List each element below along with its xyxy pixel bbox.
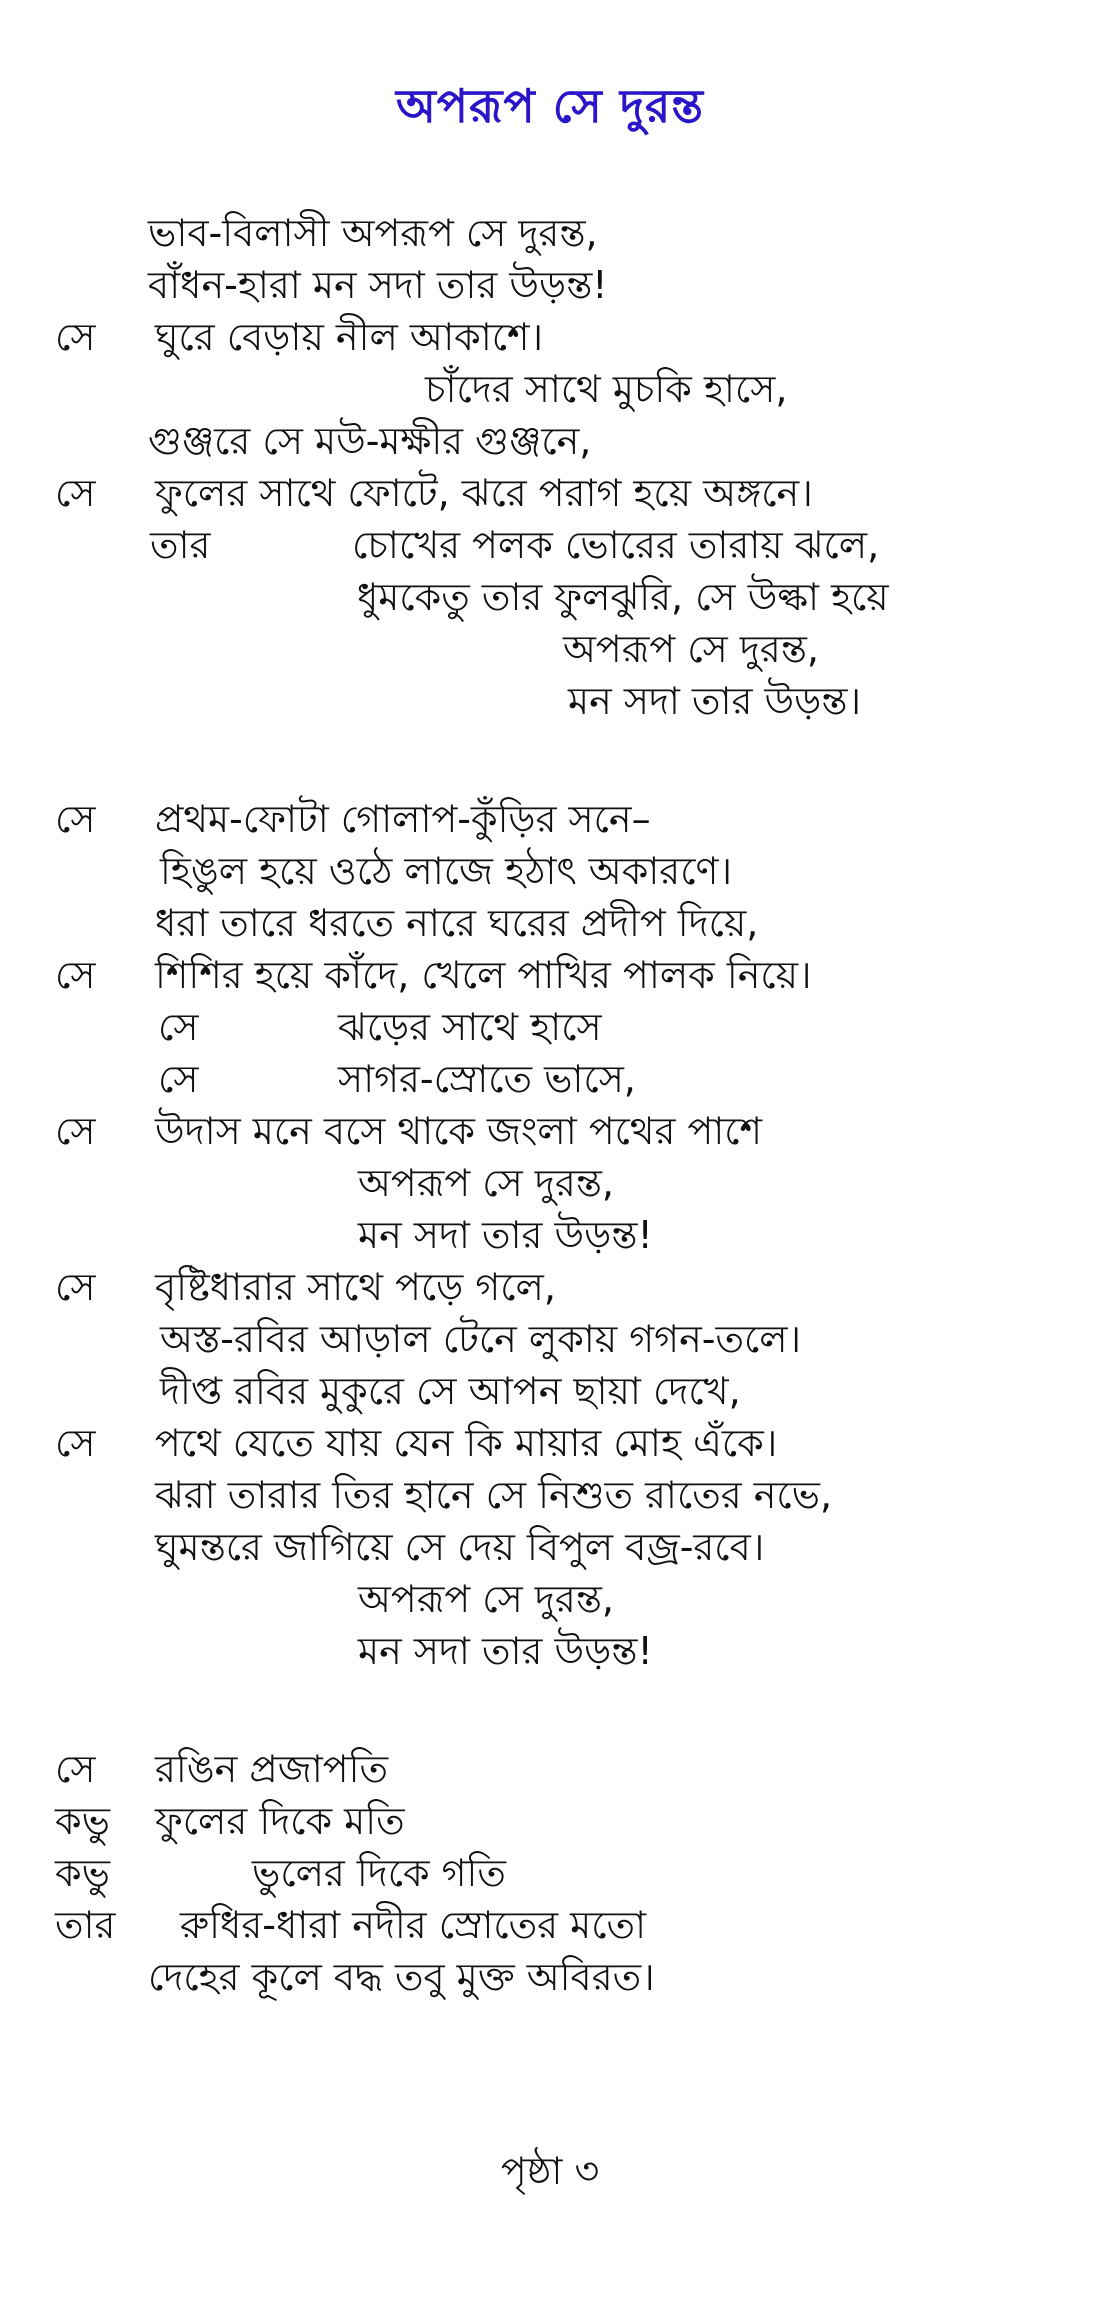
poem-page: অপরূপ সে দুরন্ত ভাব-বিলাসী অপরূপ সে দুরন্ত, বাঁধন-হারা মন সদা তার উড়ন্ত! সে ঘুরে বেড়ায় নীল আকাশে। চাঁদের সাথে মুচকি হাসে, গুঞ্জরে সে মউ-মক্ষীর গুঞ্জনে, সে ফুলের সাথে ফোটে, ঝরে পরাগ হয়ে অঙ্গনে। তার চোখের পলক ভোরের তারায় ঝলে, ধুমকেতু তার ফুলঝুরি, সে উল্কা হয়ে অপরূপ সে দুরন্ত, মন সদা তার উড়ন্ত। সে প্রথম-ফোটা গোলাপ-কুঁড়ির সনে– হিঙুল হয়ে ওঠে লাজে হঠাৎ অকারণে। ধরা তারে ধরতে নারে ঘরের প্রদীপ দিয়ে, সে শিশির হয়ে কাঁদে, খেলে পাখির পালক নিয়ে। সে ঝড়ের সাথে হাসে সে সাগর-স্রোতে ভাসে, সে উদাস মনে বসে থাকে জংলা পথের পাশে অপরূপ সে দুরন্ত, মন সদা তার উড়ন্ত! সে বৃষ্টিধারার সাথে পড়ে গলে, অস্ত-রবির আড়াল টেনে লুকায় গগন-তলে। দীপ্ত রবির মুকুরে সে আপন ছায়া দেখে, সে পথে যেতে যায় যেন কি মায়ার মোহ এঁকে। ঝরা তারার তির হানে সে নিশুত রাতের নভে, ঘুমন্তরে জাগিয়ে সে দেয় বিপুল বজ্র-রবে। অপরূপ সে দুরন্ত, মন সদা তার উড়ন্ত! সে রঙিন প্রজাপতি কভু ফুলের দিকে মতি কভু ভুলের দিকে গতি তার রুধির-ধারা নদীর স্রোতের মতো দেহের কূলে বদ্ধ তবু মুক্ত অবিরত। পৃষ্ঠা ৩ [0,0,1100,2300]
poem-line: মন সদা তার উড়ন্ত! [358,1213,653,1257]
poem-line: গুঞ্জরে সে মউ-মক্ষীর গুঞ্জনে, [148,419,592,463]
poem-line: ঝরা তারার তির হানে সে নিশুত রাতের নভে, [155,1473,833,1517]
poem-line: হিঙুল হয়ে ওঠে লাজে হঠাৎ অকারণে। [160,849,733,893]
poem-line: অস্ত-রবির আড়াল টেনে লুকায় গগন-তলে। [160,1317,802,1361]
poem-line: চাঁদের সাথে মুচকি হাসে, [425,367,788,411]
line-lead: সে [55,1747,96,1791]
poem-line: ঝড়ের সাথে হাসে [338,1005,602,1049]
line-lead: সে [55,797,96,841]
poem-line: দেহের কূলে বদ্ধ তবু মুক্ত অবিরত। [148,1955,655,1999]
poem-line: অপরূপ সে দুরন্ত, [358,1577,614,1621]
line-lead: কভু [55,1851,110,1895]
poem-line: সাগর-স্রোতে ভাসে, [338,1057,636,1101]
poem-line: তার [150,523,211,567]
line-lead: সে [55,953,96,997]
poem-line: সে [158,1057,199,1101]
poem-line: অপরূপ সে দুরন্ত, [563,627,819,671]
poem-line: সে [158,1005,199,1049]
poem-line: দীপ্ত রবির মুকুরে সে আপন ছায়া দেখে, [160,1369,741,1413]
line-lead: তার [55,1903,116,1947]
poem-line: চোখের পলক ভোরের তারায় ঝলে, [352,523,880,567]
poem-line: মন সদা তার উড়ন্ত। [568,679,862,723]
poem-line: ভাব-বিলাসী অপরূপ সে দুরন্ত, [148,211,598,255]
line-lead: সে [55,1109,96,1153]
poem-line: ঘুমন্তরে জাগিয়ে সে দেয় বিপুল বজ্র-রবে। [155,1525,765,1569]
line-lead: সে [55,1421,96,1465]
poem-line: অপরূপ সে দুরন্ত, [358,1161,614,1205]
line-lead: সে [55,1265,96,1309]
line-lead: সে [55,471,96,515]
poem-title: অপরূপ সে দুরন্ত [395,79,705,133]
poem-line: ধুমকেতু তার ফুলঝুরি, সে উল্কা হয়ে [357,575,889,619]
line-lead: কভু [55,1799,110,1843]
poem-line: বাঁধন-হারা মন সদা তার উড়ন্ত! [148,263,608,307]
page-number: পৃষ্ঠা ৩ [500,2149,600,2193]
line-lead: সে [55,315,96,359]
poem-line: মন সদা তার উড়ন্ত! [358,1629,653,1673]
poem-line: ধরা তারে ধরতে নারে ঘরের প্রদীপ দিয়ে, [155,901,759,945]
